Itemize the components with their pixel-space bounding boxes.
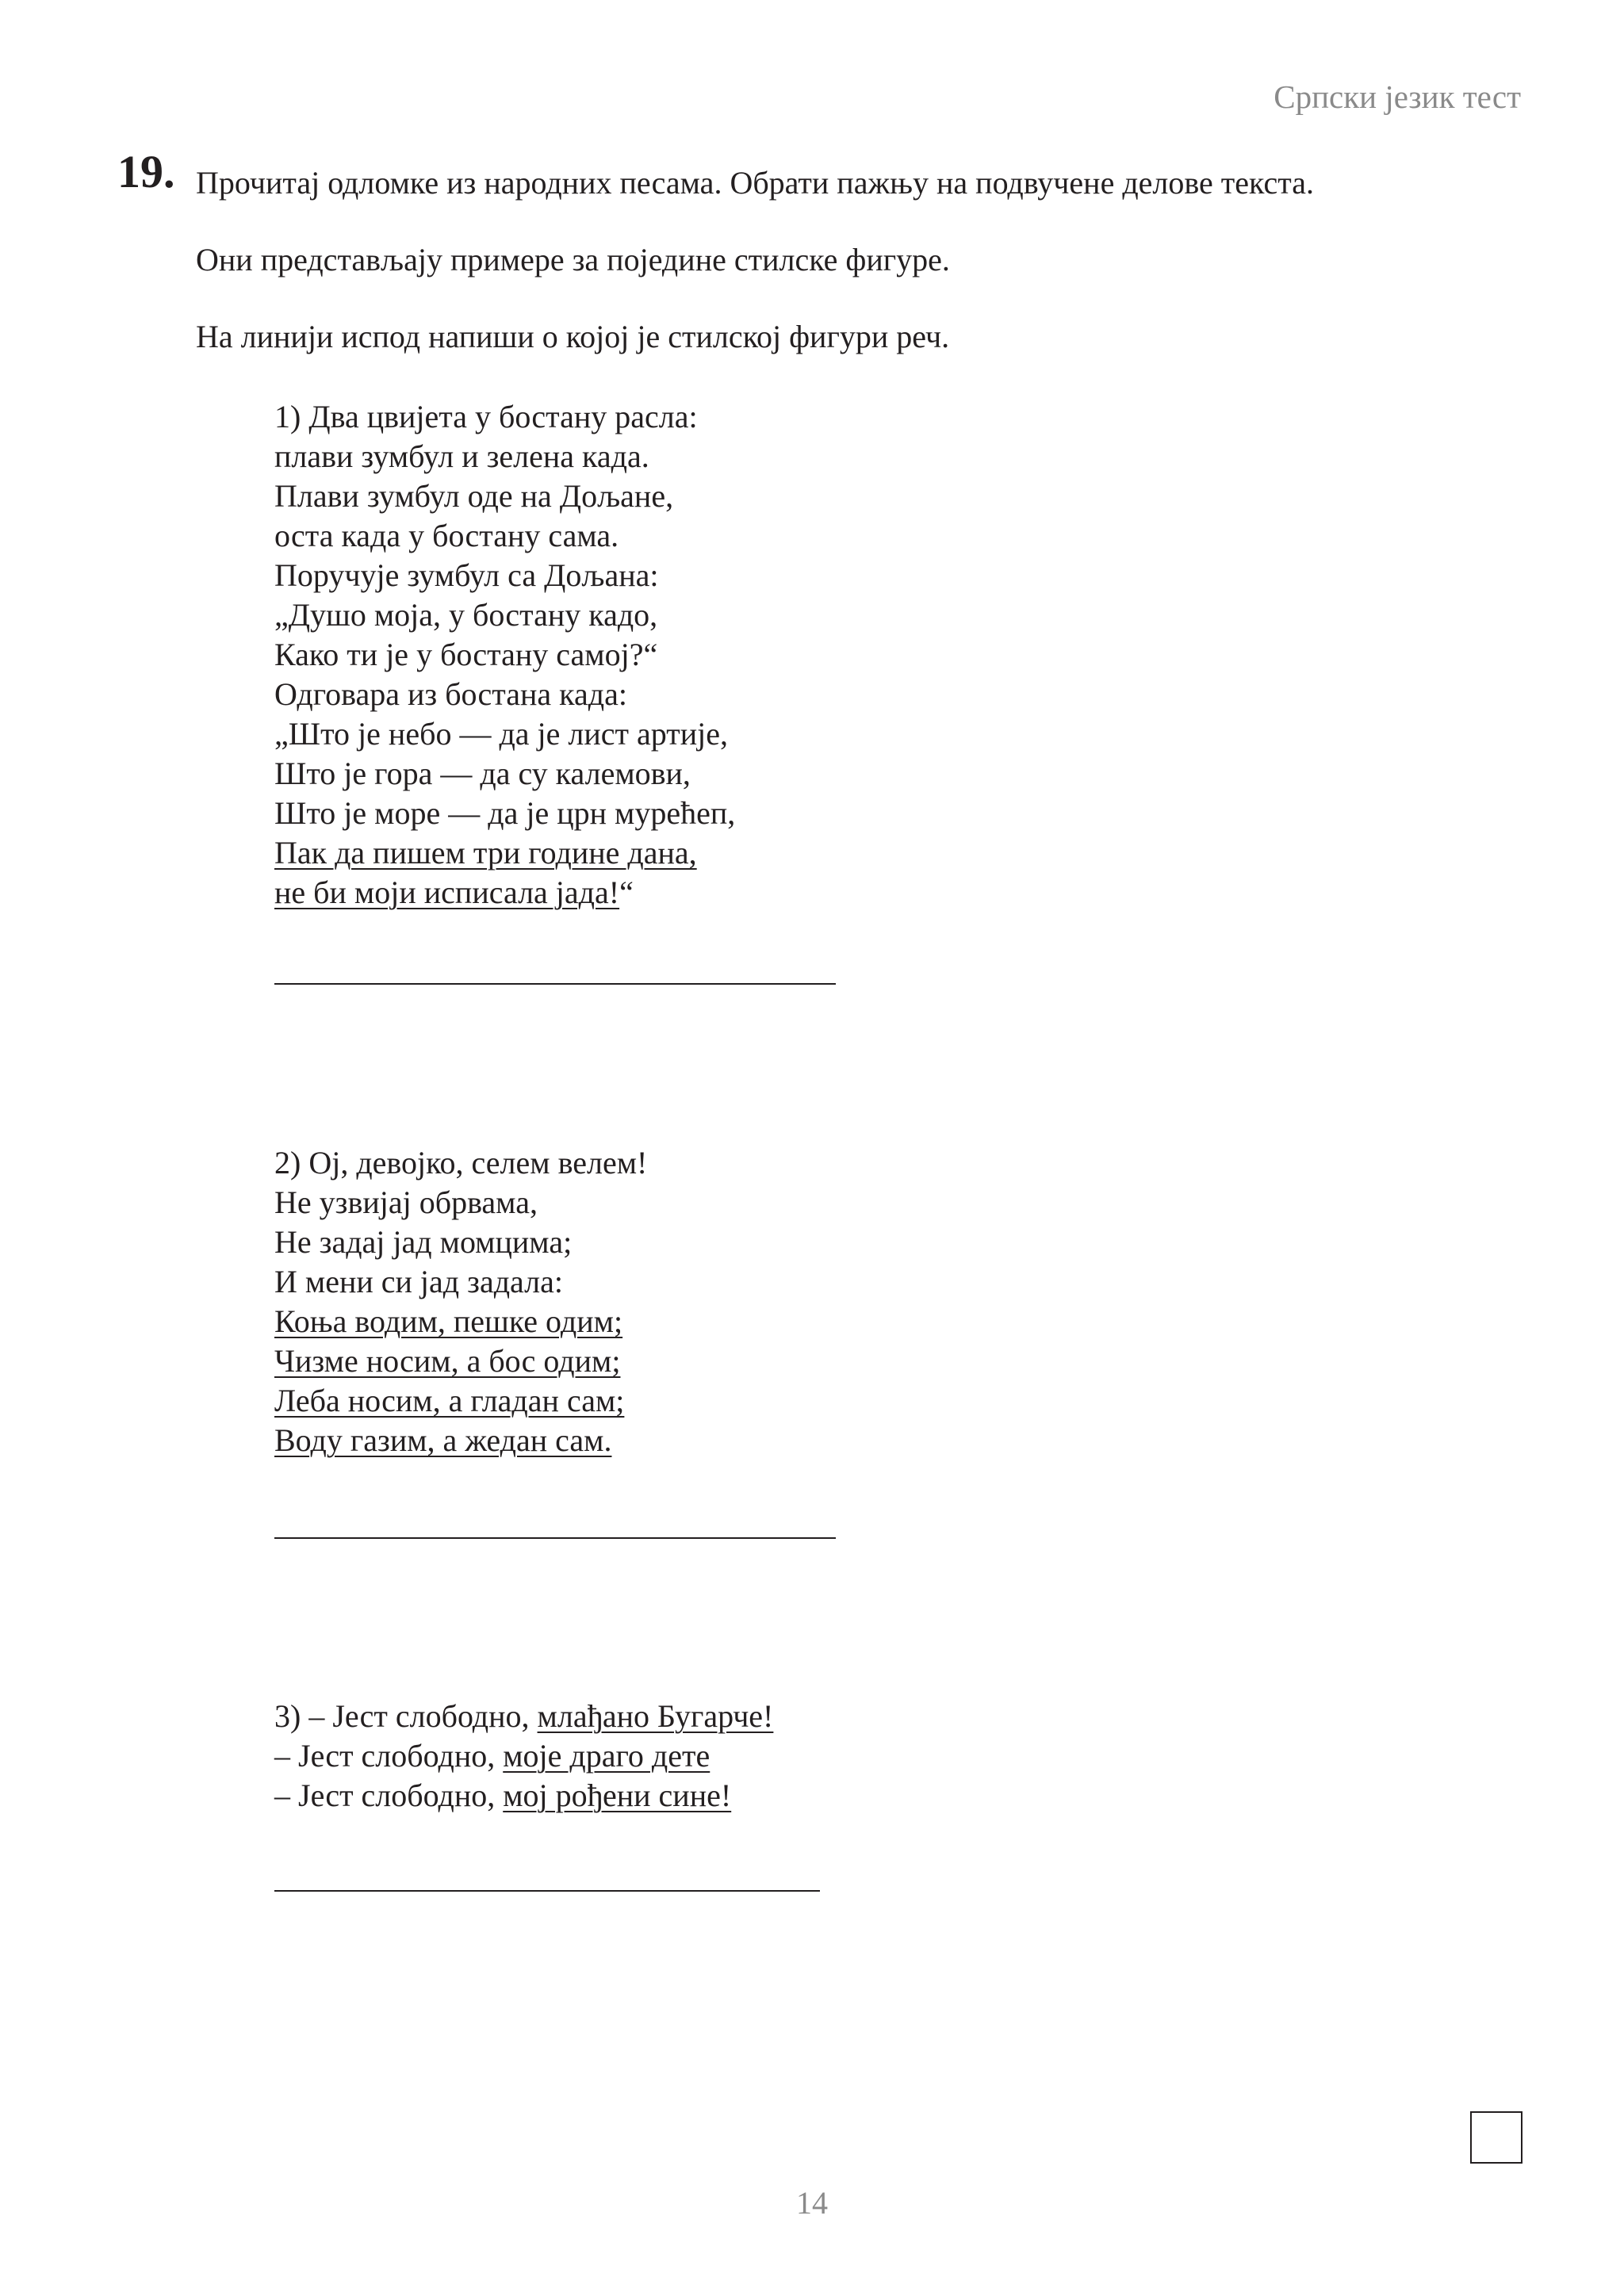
poem-line-plain: 3) – Јест слободно, [274, 1698, 538, 1734]
poem-line [274, 1697, 773, 1736]
poem-line-underlined: Коња водим, пешке одим; [274, 1303, 623, 1339]
poem-excerpt-3 [274, 1697, 773, 1816]
poem-line: Не задај јад момцима; [274, 1224, 573, 1260]
instruction-line-2: Они представљају примере за поједине стилске фигуре. [196, 242, 950, 277]
poem-line [274, 873, 735, 913]
poem-line: И мени си јад задала: [274, 1264, 563, 1299]
poem-line-plain: – Јест слободно, [274, 1777, 504, 1813]
poem-line-underlined: Леба носим, а гладан сам; [274, 1383, 625, 1418]
answer-line-1[interactable] [274, 983, 836, 985]
poem-line-plain: – Јест слободно, [274, 1738, 504, 1774]
poem-line: „Душо моја, у бостану кадо, [274, 597, 658, 633]
underlined-text: млађано Бугарче! [537, 1698, 774, 1734]
poem-line: „Што је небо — да је лист артије, [274, 716, 728, 752]
question-number: 19. [117, 146, 175, 197]
poem-line-underlined: Чизме носим, а бос одим; [274, 1343, 621, 1379]
poem-line: Не узвијај обрвама, [274, 1184, 538, 1220]
poem-line: Што је море — да је црн мурећеп, [274, 795, 736, 831]
poem-line: Плави зумбул оде на Дољане, [274, 478, 674, 514]
poem-excerpt-1 [274, 397, 735, 913]
poem-line-underlined: Воду газим, а жедан сам. [274, 1422, 612, 1458]
score-box[interactable] [1470, 2111, 1522, 2164]
poem-line: 1) Два цвијета у бостану расла: [274, 399, 698, 434]
answer-line-3[interactable] [274, 1890, 820, 1892]
closing-quote: “ [619, 874, 634, 910]
poem-excerpt-2 [274, 1143, 647, 1460]
underlined-text: не би моји исписала јада! [274, 874, 620, 910]
poem-line-underlined: Пак да пишем три године дана, [274, 835, 697, 871]
poem-line [274, 1736, 773, 1776]
poem-line: Како ти је у бостану самој?“ [274, 637, 658, 672]
underlined-text: моје драго дете [503, 1738, 710, 1774]
poem-line: плави зумбул и зелена када. [274, 438, 649, 474]
poem-line: Одговара из бостана када: [274, 676, 627, 712]
underlined-text: мој рођени сине! [503, 1777, 732, 1813]
answer-line-2[interactable] [274, 1537, 836, 1539]
poem-line: Што је гора — да су калемови, [274, 756, 691, 791]
poem-line: 2) Ој, девојко, селем велем! [274, 1145, 648, 1181]
instruction-line-1: Прочитај одломке из народних песама. Обрати пажњу на подвучене делове текста. [196, 165, 1314, 201]
page-header-title: Српски језик тест [1274, 78, 1521, 115]
instruction-line-3: На линији испод напиши о којој је стилској фигури реч. [196, 319, 950, 354]
poem-line: Поручује зумбул са Дољана: [274, 557, 659, 593]
poem-line: оста када у бостану сама. [274, 518, 619, 553]
page-number: 14 [796, 2185, 828, 2221]
poem-line [274, 1776, 773, 1816]
